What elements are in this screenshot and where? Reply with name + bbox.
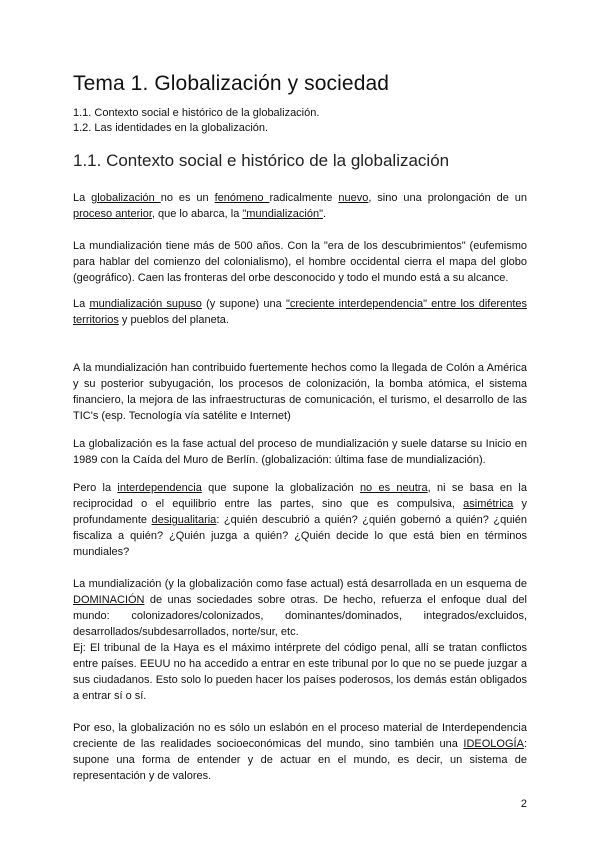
body-text [73,190,527,784]
paragraph-current-phase: La globalización es la fase actual del proceso de mundialización y suele datarse su Inicio en 1989 con la Caída del Muro de Berlín. (globalización: última fase de mundialización). [73,438,527,466]
table-of-contents [73,106,319,136]
paragraph-domination: La mundialización (y la globalización como fase actual) está desarrollada en un esquema de DOMINACIÓN de unas sociedades sobre otras. De hecho, refuerza el enfoque dual del mundo: colonizadores/colonizados, dominantes/dominados, integrados/excluidos, desarrollados/subdesarrollados, norte/sur, etc. [73,578,527,638]
paragraph-not-neutral: Pero la interdependencia que supone la globalización no es neutra, ni se basa en la reciprocidad o el equilibrio entre las partes, sino que es compulsiva, asimétrica y profundamente desigualitaria: ¿quién descubrió a quién? ¿quién gobernó a quién? ¿quién fiscaliza a quién? ¿Quién juzga a quién? ¿Quién decide lo que está bien en términos mundiales? [73,482,527,558]
page-number: 2 [520,798,527,810]
paragraph-globalization-definition: La globalización no es un fenómeno radicalmente nuevo, sino una prolongación de un proceso anterior, que lo abarca, la "mundialización". [73,192,528,220]
paragraph-ideology: Por eso, la globalización no es sólo un eslabón en el proceso material de Interdependencia creciente de las realidades socioeconómicas del mundo, sino también una IDEOLOGÍA: supone una forma de entender y de actuar en el mundo, es decir, un sistema de representación y de valores. [73,722,527,782]
page-title: Tema 1. Globalización y sociedad [73,72,390,95]
toc-item: 1.1. Contexto social e histórico de la globalización. [73,107,320,119]
section-heading: 1.1. Contexto social e histórico de la globalización [73,151,450,170]
paragraph-mundialization-age: La mundialización tiene más de 500 años. Con la "era de los descubrimientos" (eufemismo para hablar del comienzo del colonialismo), el hombre occidental cierra el mapa del globo (geográfico). Caen las fronteras del orbe desconocido y todo el mundo está a su alcance. [73,240,527,284]
paragraph-contributing-facts: A la mundialización han contribuido fuertemente hechos como la llegada de Colón a América y su posterior subyugación, los procesos de colonización, la bomba atómica, el sistema financiero, la mejora de las infraestructuras de comunicación, el turismo, el desarrollo de las TIC's (esp. Tecnología vía satélite e Internet) [73,362,527,422]
paragraph-interdependence: La mundialización supuso (y supone) una "creciente interdependencia" entre los diferentes territorios y pueblos del planeta. [73,298,528,326]
paragraph-example-hague: Ej: El tribunal de la Haya es el máximo intérprete del código penal, allí se tratan conflictos entre países. EEUU no ha accedido a entrar en este tribunal por lo que no se puede juzgar a sus ciudadanos. Esto solo lo pueden hacer los países poderosos, los demás están obligados a entrar sí o sí. [73,642,527,702]
toc-item: 1.2. Las identidades en la globalización. [73,122,269,134]
